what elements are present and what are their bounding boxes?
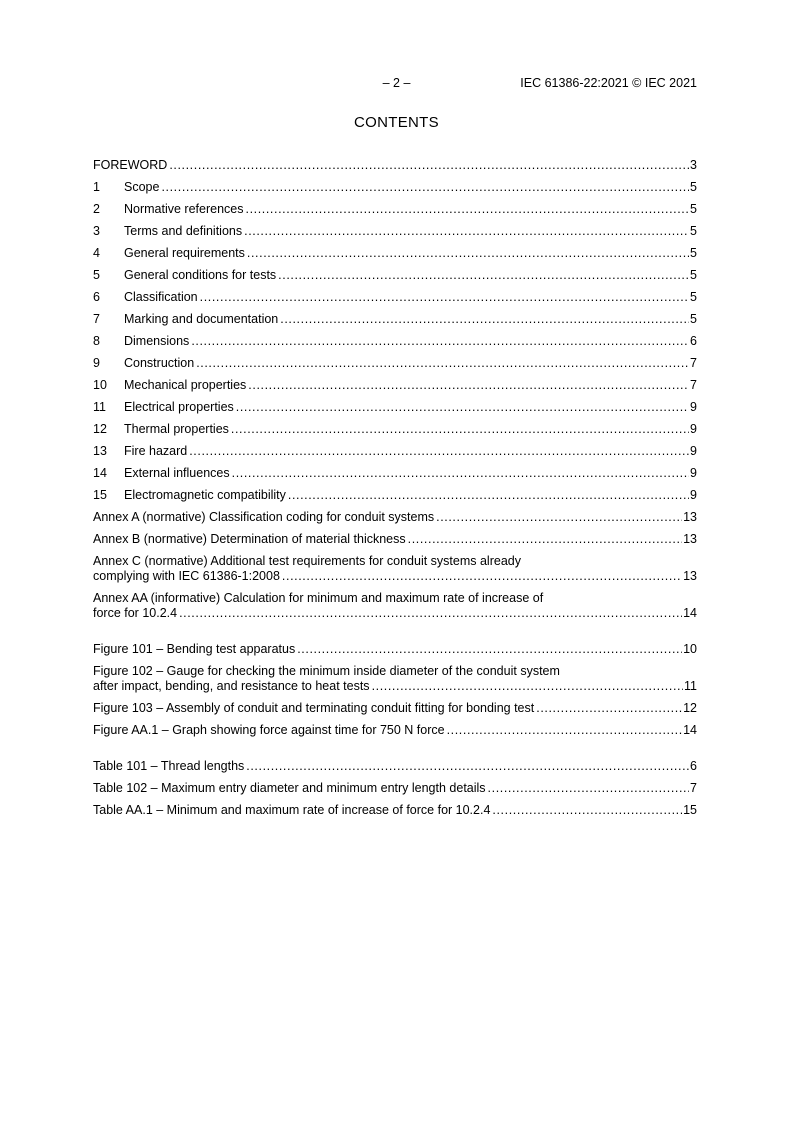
toc-leader	[244, 202, 690, 217]
toc-entry-label: Table 102 – Maximum entry diameter and minimum entry length details	[93, 781, 486, 795]
toc-page-number: 9	[690, 400, 697, 414]
toc-entry-table[interactable]	[93, 759, 697, 774]
toc-entry-label: Figure 103 – Assembly of conduit and terminating conduit fitting for bonding test	[93, 701, 535, 715]
toc-leader	[445, 723, 683, 738]
toc-section-number: 6	[93, 290, 100, 304]
toc-entry-section[interactable]	[93, 378, 697, 393]
toc-page-number: 10	[683, 642, 697, 656]
toc-leader	[276, 268, 689, 283]
toc-page-number: 15	[683, 803, 697, 817]
toc-page-number: 13	[683, 569, 697, 583]
toc-page-number: 6	[690, 759, 697, 773]
toc-entry-title-line: Figure 102 – Gauge for checking the minimum inside diameter of the conduit system	[93, 664, 560, 678]
page-number: – 2 –	[382, 76, 411, 90]
toc-page-number: 5	[690, 312, 697, 326]
toc-section-number: 13	[93, 444, 107, 458]
toc-leader	[286, 488, 689, 503]
toc-entry-section[interactable]	[93, 268, 697, 283]
document-reference: IEC 61386-22:2021 © IEC 2021	[520, 76, 697, 90]
toc-entry-table[interactable]	[93, 803, 697, 818]
toc-section-number: 2	[93, 202, 100, 216]
toc-entry-foreword[interactable]	[93, 158, 697, 173]
toc-entry-section[interactable]	[93, 312, 697, 327]
toc-entry-label: Classification	[124, 290, 198, 304]
toc-page-number: 9	[690, 422, 697, 436]
table-of-contents	[93, 158, 697, 825]
toc-entry-label: Electrical properties	[124, 400, 234, 414]
toc-section-number: 3	[93, 224, 100, 238]
toc-entry-label: Electromagnetic compatibility	[124, 488, 286, 502]
toc-entry-figure[interactable]	[93, 723, 697, 738]
toc-entry-annex[interactable]	[93, 591, 697, 621]
toc-entry-title-line: Annex AA (informative) Calculation for minimum and maximum rate of increase of	[93, 591, 544, 605]
toc-entry-label: Terms and definitions	[124, 224, 243, 238]
toc-page-number: 9	[690, 466, 697, 480]
toc-leader	[434, 510, 682, 525]
toc-leader	[194, 356, 689, 371]
toc-entry-label: General requirements	[124, 246, 245, 260]
toc-entry-section[interactable]	[93, 202, 697, 217]
toc-page-number: 12	[683, 701, 697, 715]
toc-leader	[187, 444, 689, 459]
toc-entry-label: Thermal properties	[124, 422, 229, 436]
toc-leader	[486, 781, 690, 796]
toc-leader	[490, 803, 682, 818]
toc-entry-section[interactable]	[93, 356, 697, 371]
group-spacer	[93, 745, 697, 759]
toc-page-number: 14	[683, 606, 697, 620]
toc-page-number: 9	[690, 444, 697, 458]
page-title: CONTENTS	[354, 114, 439, 131]
toc-entry-section[interactable]	[93, 422, 697, 437]
toc-leader	[534, 701, 682, 716]
toc-page-number: 5	[690, 246, 697, 260]
toc-entry-section[interactable]	[93, 180, 697, 195]
toc-leader	[370, 679, 683, 694]
toc-page-number: 5	[690, 202, 697, 216]
toc-entry-figure[interactable]	[93, 664, 697, 694]
toc-entry-annex[interactable]	[93, 554, 697, 584]
toc-section-number: 7	[93, 312, 100, 326]
toc-entry-label: Normative references	[124, 202, 244, 216]
toc-entry-section[interactable]	[93, 400, 697, 415]
toc-leader	[198, 290, 689, 305]
toc-leader	[234, 400, 689, 415]
toc-page-number: 5	[690, 180, 697, 194]
toc-leader	[295, 642, 682, 657]
toc-leader	[406, 532, 682, 547]
toc-leader	[230, 466, 689, 481]
toc-leader	[244, 759, 689, 774]
toc-entry-figure[interactable]	[93, 701, 697, 716]
toc-leader	[242, 224, 689, 239]
toc-leader	[245, 246, 689, 261]
toc-page-number: 5	[690, 224, 697, 238]
toc-page-number: 13	[683, 532, 697, 546]
toc-section-number: 14	[93, 466, 107, 480]
toc-entry-label: complying with IEC 61386-1:2008	[93, 569, 280, 583]
toc-section-number: 9	[93, 356, 100, 370]
toc-section-number: 1	[93, 180, 100, 194]
toc-entry-label: Figure AA.1 – Graph showing force against time for 750 N force	[93, 723, 445, 737]
toc-entry-section[interactable]	[93, 246, 697, 261]
toc-leader	[278, 312, 689, 327]
toc-entry-label: FOREWORD	[93, 158, 168, 172]
toc-entry-label: Mechanical properties	[124, 378, 247, 392]
toc-section-number: 8	[93, 334, 100, 348]
toc-leader	[189, 334, 689, 349]
toc-entry-section[interactable]	[93, 334, 697, 349]
toc-page-number: 5	[690, 268, 697, 282]
toc-entry-figure[interactable]	[93, 642, 697, 657]
toc-entry-annex[interactable]	[93, 532, 697, 547]
toc-entry-label: Dimensions	[124, 334, 190, 348]
toc-section-number: 5	[93, 268, 100, 282]
toc-entry-label: Fire hazard	[124, 444, 188, 458]
toc-entry-section[interactable]	[93, 466, 697, 481]
toc-entry-label: Table 101 – Thread lengths	[93, 759, 245, 773]
toc-page-number: 6	[690, 334, 697, 348]
toc-page-number: 7	[690, 356, 697, 370]
toc-page-number: 3	[690, 158, 697, 172]
toc-leader	[159, 180, 689, 195]
toc-entry-title-line: Annex C (normative) Additional test requirements for conduit systems already	[93, 554, 521, 568]
toc-entry-label: External influences	[124, 466, 230, 480]
toc-page-number: 13	[683, 510, 697, 524]
toc-entry-label: General conditions for tests	[124, 268, 277, 282]
toc-leader	[229, 422, 689, 437]
toc-page-number: 5	[690, 290, 697, 304]
toc-section-number: 15	[93, 488, 107, 502]
toc-entry-label: Construction	[124, 356, 195, 370]
group-spacer	[93, 628, 697, 642]
toc-page-number: 7	[690, 378, 697, 392]
toc-entry-table[interactable]	[93, 781, 697, 796]
toc-entry-section[interactable]	[93, 224, 697, 239]
toc-leader	[167, 158, 689, 173]
toc-entry-label: Table AA.1 – Minimum and maximum rate of increase of force for 10.2.4	[93, 803, 491, 817]
toc-section-number: 4	[93, 246, 100, 260]
toc-page-number: 7	[690, 781, 697, 795]
toc-section-number: 10	[93, 378, 107, 392]
toc-entry-label: Scope	[124, 180, 160, 194]
toc-section-number: 11	[93, 400, 106, 414]
page-header	[96, 76, 697, 92]
toc-entry-annex[interactable]	[93, 510, 697, 525]
toc-page-number: 14	[683, 723, 697, 737]
toc-entry-label: Annex B (normative) Determination of material thickness	[93, 532, 406, 546]
toc-leader	[246, 378, 689, 393]
toc-leader	[280, 569, 682, 584]
toc-entry-label: Marking and documentation	[124, 312, 279, 326]
toc-entry-label: Annex A (normative) Classification coding for conduit systems	[93, 510, 435, 524]
toc-page-number: 9	[690, 488, 697, 502]
toc-entry-section[interactable]	[93, 488, 697, 503]
toc-entry-label: force for 10.2.4	[93, 606, 178, 620]
toc-entry-section[interactable]	[93, 444, 697, 459]
toc-leader	[177, 606, 682, 621]
toc-entry-section[interactable]	[93, 290, 697, 305]
toc-page-number: 11	[684, 679, 697, 693]
toc-entry-label: Figure 101 – Bending test apparatus	[93, 642, 296, 656]
toc-entry-label: after impact, bending, and resistance to heat tests	[93, 679, 370, 693]
toc-section-number: 12	[93, 422, 107, 436]
